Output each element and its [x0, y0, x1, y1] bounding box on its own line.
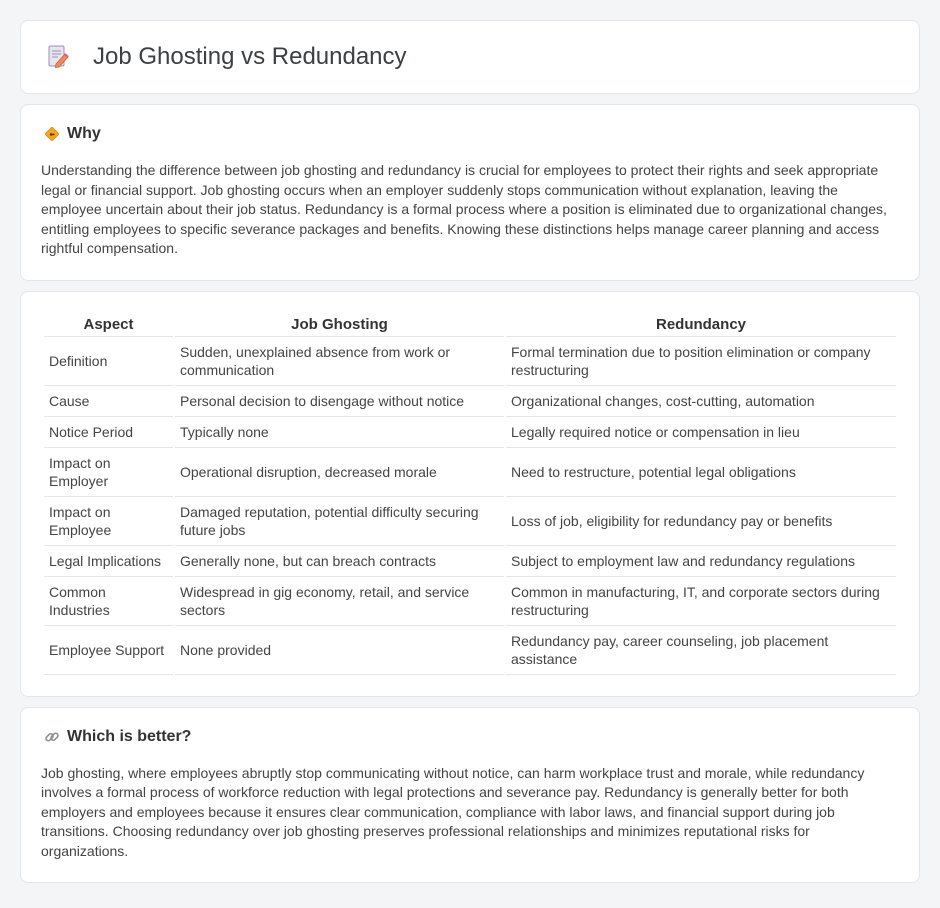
row-redundancy: Need to restructure, potential legal obligations [506, 448, 896, 497]
table-row [44, 546, 896, 577]
row-redundancy: Redundancy pay, career counseling, job placement assistance [506, 626, 896, 675]
why-text: Understanding the difference between job ghosting and redundancy is crucial for employees to protect their rights and seek appropriate legal or financial support. Job ghosting occurs when an employer suddenly stops communication without explanation, leaving the employee uncertain about their job status. Redundancy is a formal process where a position is eliminated due to organizational changes, entitling employees to specific severance packages and benefits. Knowing these distinctions helps manage career planning and access rightful compensation. [41, 162, 887, 256]
row-job-ghosting: Operational disruption, decreased morale [175, 448, 504, 497]
which-is-better-title: Which is better? [67, 727, 192, 745]
row-redundancy: Legally required notice or compensation in lieu [506, 417, 896, 448]
comparison-table-card [20, 291, 920, 697]
header-job-ghosting: Job Ghosting [175, 312, 504, 337]
row-aspect: Notice Period [44, 417, 173, 448]
page-title: Job Ghosting vs Redundancy [93, 43, 407, 70]
document-pencil-icon [45, 44, 71, 70]
row-aspect: Definition [44, 337, 173, 386]
row-job-ghosting: Typically none [175, 417, 504, 448]
link-icon [43, 728, 61, 746]
why-title: Why [67, 125, 101, 142]
row-job-ghosting: Generally none, but can breach contracts [175, 546, 504, 577]
table-row [44, 417, 896, 448]
row-redundancy: Common in manufacturing, IT, and corporate sectors during restructuring [506, 577, 896, 626]
table-row [44, 337, 896, 386]
row-aspect: Employee Support [44, 626, 173, 675]
row-job-ghosting: Personal decision to disengage without notice [175, 386, 504, 417]
table-row [44, 626, 896, 675]
which-is-better-section [20, 707, 920, 884]
which-is-better-text: Job ghosting, where employees abruptly stop communicating without notice, can harm workplace trust and morale, while redundancy involves a formal process of workforce reduction with legal protections and severance pay. Redundancy is generally better for both employers and employees because it ensures clear communication, compliance with labor laws, and financial support during job transitions. Choosing redundancy over job ghosting preserves professional relationships and minimizes reputational risks for organizations. [41, 764, 865, 859]
row-aspect: Legal Implications [44, 546, 173, 577]
row-job-ghosting: Damaged reputation, potential difficulty securing future jobs [175, 497, 504, 546]
row-redundancy: Loss of job, eligibility for redundancy pay or benefits [506, 497, 896, 546]
header-aspect: Aspect [44, 312, 173, 337]
row-redundancy: Organizational changes, cost-cutting, automation [506, 386, 896, 417]
table-header-row [44, 312, 896, 337]
row-aspect: Cause [44, 386, 173, 417]
table-row [44, 386, 896, 417]
table-row [44, 448, 896, 497]
comparison-table [42, 312, 898, 675]
header-card [20, 20, 920, 94]
why-section [20, 104, 920, 281]
row-job-ghosting: Widespread in gig economy, retail, and service sectors [175, 577, 504, 626]
header-redundancy: Redundancy [506, 312, 896, 337]
diamond-sign-icon [43, 125, 61, 143]
row-redundancy: Formal termination due to position elimination or company restructuring [506, 337, 896, 386]
row-aspect: Impact on Employee [44, 497, 173, 546]
row-aspect: Impact on Employer [44, 448, 173, 497]
row-redundancy: Subject to employment law and redundancy regulations [506, 546, 896, 577]
table-row [44, 497, 896, 546]
table-row [44, 577, 896, 626]
row-job-ghosting: None provided [175, 626, 504, 675]
row-job-ghosting: Sudden, unexplained absence from work or communication [175, 337, 504, 386]
row-aspect: Common Industries [44, 577, 173, 626]
